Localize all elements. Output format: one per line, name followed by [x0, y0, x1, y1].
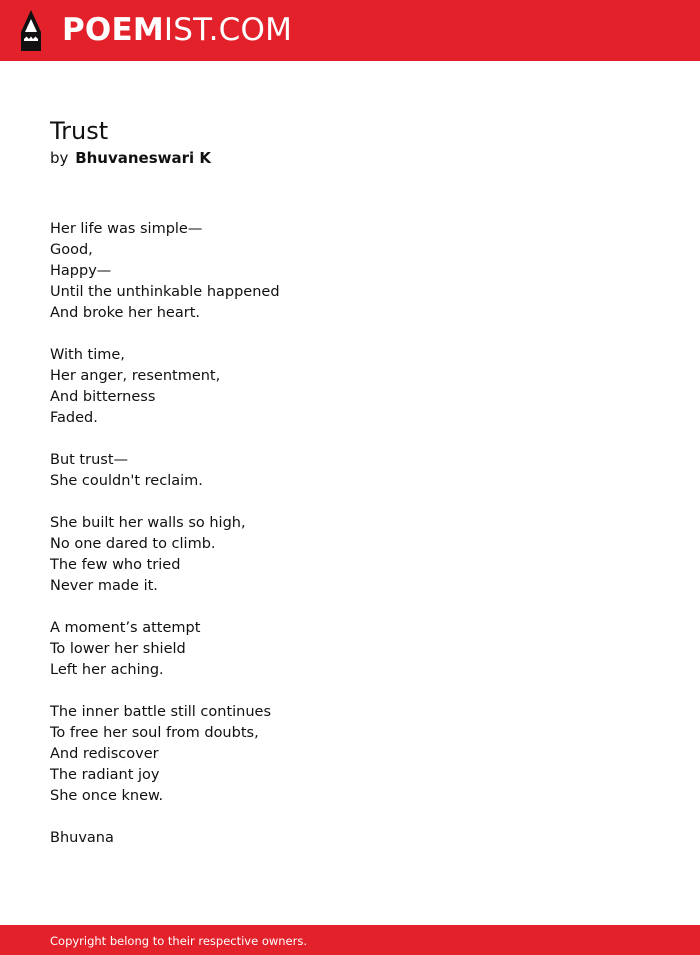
poem-line: To free her soul from doubts, — [50, 725, 259, 741]
poem-line: No one dared to climb. — [50, 536, 216, 552]
stanza — [50, 618, 650, 681]
site-logo-text[interactable] — [62, 11, 292, 49]
poem-line: With time, — [50, 347, 125, 363]
poem-line: Left her aching. — [50, 662, 164, 678]
stanza — [50, 450, 650, 492]
poem-line: Good, — [50, 242, 93, 258]
poem-line: A moment’s attempt — [50, 620, 201, 636]
poem-line: She couldn't reclaim. — [50, 473, 203, 489]
poem-line: But trust— — [50, 452, 129, 468]
site-footer — [0, 925, 700, 955]
site-header — [0, 0, 700, 61]
poem-line: Never made it. — [50, 578, 158, 594]
byline — [50, 148, 211, 169]
poem-line: Faded. — [50, 410, 98, 426]
brand-light: IST.COM — [163, 12, 293, 48]
poem-line: The inner battle still continues — [50, 704, 272, 720]
stanza — [50, 219, 650, 324]
by-label: by — [50, 149, 69, 167]
poem-line: Happy— — [50, 263, 112, 279]
stanza — [50, 513, 650, 597]
stanza — [50, 702, 650, 807]
poem-line: She built her walls so high, — [50, 515, 246, 531]
pencil-tip-icon — [18, 10, 44, 51]
poem-line: To lower her shield — [50, 641, 186, 657]
brand-strong: POEM — [62, 12, 164, 48]
copyright-text: Copyright belong to their respective owners. — [50, 934, 308, 948]
poem-line: Until the unthinkable happened — [50, 284, 280, 300]
poem-line: The few who tried — [50, 557, 181, 573]
poem-line: Her anger, resentment, — [50, 368, 221, 384]
poem-line: And broke her heart. — [50, 305, 200, 321]
stanza — [50, 345, 650, 429]
poem-line: Her life was simple— — [50, 221, 203, 237]
poem-line: And bitterness — [50, 389, 156, 405]
poem-signature: Bhuvana — [50, 830, 114, 846]
poem-line: She once knew. — [50, 788, 164, 804]
poem-line: The radiant joy — [50, 767, 160, 783]
poem-body — [50, 219, 650, 849]
author-name: Bhuvaneswari K — [75, 149, 212, 167]
poem-line: And rediscover — [50, 746, 159, 762]
poem-title: Trust — [50, 117, 109, 145]
